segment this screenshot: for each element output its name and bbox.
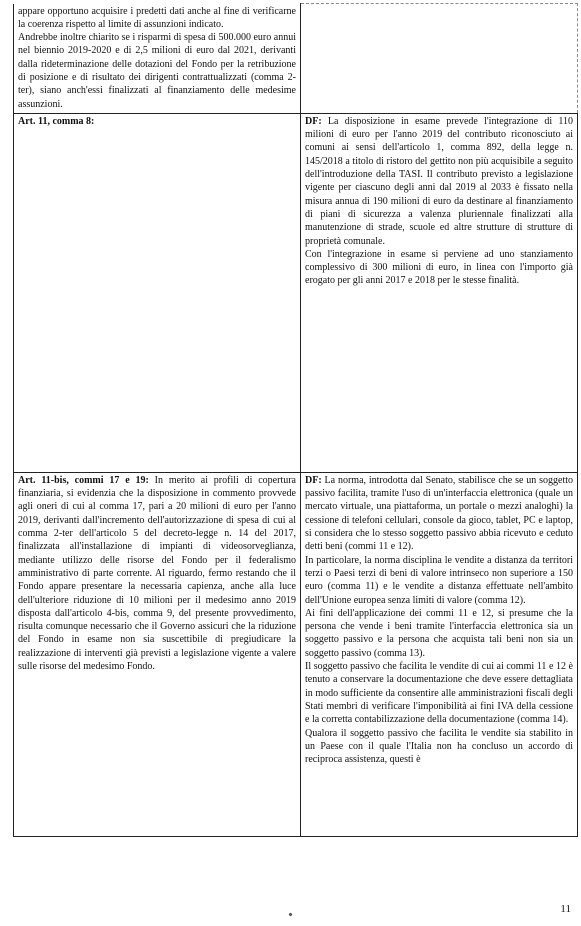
- table-cell-left: [14, 472, 301, 836]
- table-cell-right: [301, 4, 578, 114]
- paragraph: Qualora il soggetto passivo che facilita le vendite sia stabilito in un Paese con il quale l'Italia non ha concluso un accordo di reciproca assistenza, questi è: [305, 727, 573, 766]
- article-reference: Art. 11, comma 8:: [18, 115, 95, 127]
- table-row: [14, 4, 578, 114]
- paragraph: In particolare, la norma disciplina le vendite a distanza da territori terzi o Paesi terzi di beni di valore intrinseco non superiore a 150 euro (comma 11) e le vendite a distanza effettuate nell'ambito dell'Unione europea senza limiti di valore (comma 12).: [305, 554, 573, 606]
- article-reference: Art. 11-bis, commi 17 e 19:: [18, 474, 149, 486]
- scan-artifact: [288, 912, 292, 916]
- paragraph: La norma, introdotta dal Senato, stabilisce che se un soggetto passivo facilita, tramite l'uso di un'interfaccia elettronica (quale un mercato virtuale, una piattaforma, un portale o mezzi analoghi) la cessione di telefoni cellulari, console da gioco, tablet, PC e laptop, si considera che lo stesso soggetto passivo abbia ricevuto e ceduto detti beni (commi 11 e 12).: [305, 474, 574, 553]
- paragraph: La disposizione in esame prevede l'integrazione di 110 milioni di euro per l'anno 2019 del contributo riconosciuto ai comuni ai sensi dell'articolo 1, comma 892, della legge n. 145/2018 a titolo di ristoro del gettito non più acquisibile a seguito dell'introduzione della TASI. Il contributo previsto a legislazione vigente per ciascuno degli anni dal 2019 al 2033 è fissato nella misura annua di 190 milioni di euro da destinare al finanziamento di piani di sicurezza a valenza pluriennale finalizzati alla manutenzione di strade, scuole ed altre strutture di strutture di proprietà comunale.: [305, 115, 574, 247]
- paragraph: Andrebbe inoltre chiarito se i risparmi di spesa di 500.000 euro annui nel biennio 2019-2020 e di 2,5 milioni di euro dal 2021, derivanti dalla rideterminazione delle dotazioni del Fondo per la retribuzione di posizione e di risultato dei dirigenti contrattualizzati (comma 2-ter), siano anch'essi finalizzati al finanziamento delle medesime assunzioni.: [18, 32, 296, 110]
- paragraph: Il soggetto passivo che facilita le vendite di cui ai commi 11 e 12 è tenuto a conservare la documentazione che deve essere dettagliata in modo sufficiente da consentire alle amministrazioni fiscali degli Stati membri di verificare l'imponibilità ai fini IVA della cessione e la corretta contabilizzazione della documentazione (comma 14).: [305, 661, 573, 726]
- df-label: DF:: [305, 474, 322, 486]
- table-row: [14, 113, 578, 472]
- table-cell-left: [14, 4, 301, 114]
- table-cell-right: [301, 472, 578, 836]
- df-label: DF:: [305, 115, 322, 127]
- table-cell-left: [14, 113, 301, 472]
- table-cell-right: [301, 113, 578, 472]
- paragraph: In merito ai profili di copertura finanziaria, si evidenzia che la disposizione in commento provvede agli oneri di cui al comma 17, pari a 20 milioni di euro per l'anno 2019, derivanti dall'incremento dell'autorizzazione di spesa di cui al comma 2-ter dell'articolo 5 del decreto-legge n. 14 del 2017, finalizzata all'installazione di impianti di videosorveglianza, mediante utilizzo delle risorse del Fondo per il federalismo amministrativo di parte corrente. Al riguardo, fermo restando che il Fondo appare presentare la necessaria capienza, anche alla luce dell'ulteriore riduzione di 10 milioni per il medesimo anno 2019 disposta dall'articolo 4-bis, comma 9, del presente provvedimento, risulta comunque necessario che il Governo assicuri che la riduzione del Fondo in esame non sia suscettibile di pregiudicare la realizzazione di interventi già previsti a legislazione vigente a valere sulle risorse del medesimo Fondo.: [18, 474, 296, 673]
- page-number: 11: [560, 903, 571, 915]
- paragraph: Ai fini dell'applicazione dei commi 11 e 12, si presume che la persona che vende i beni tramite l'interfaccia elettronica sia un soggetto passivo e la persona che acquista tali beni non sia un soggetto passivo (comma 13).: [305, 607, 573, 659]
- paragraph: appare opportuno acquisire i predetti dati anche al fine di verificarne la coerenza rispetto al limite di assunzioni indicato.: [18, 5, 296, 30]
- document-table: [13, 3, 578, 837]
- paragraph: Con l'integrazione in esame si perviene ad uno stanziamento complessivo di 300 milioni di euro, in linea con l'importo già erogato per gli anni 2017 e 2018 per le stesse finalità.: [305, 248, 573, 287]
- table-row: [14, 472, 578, 836]
